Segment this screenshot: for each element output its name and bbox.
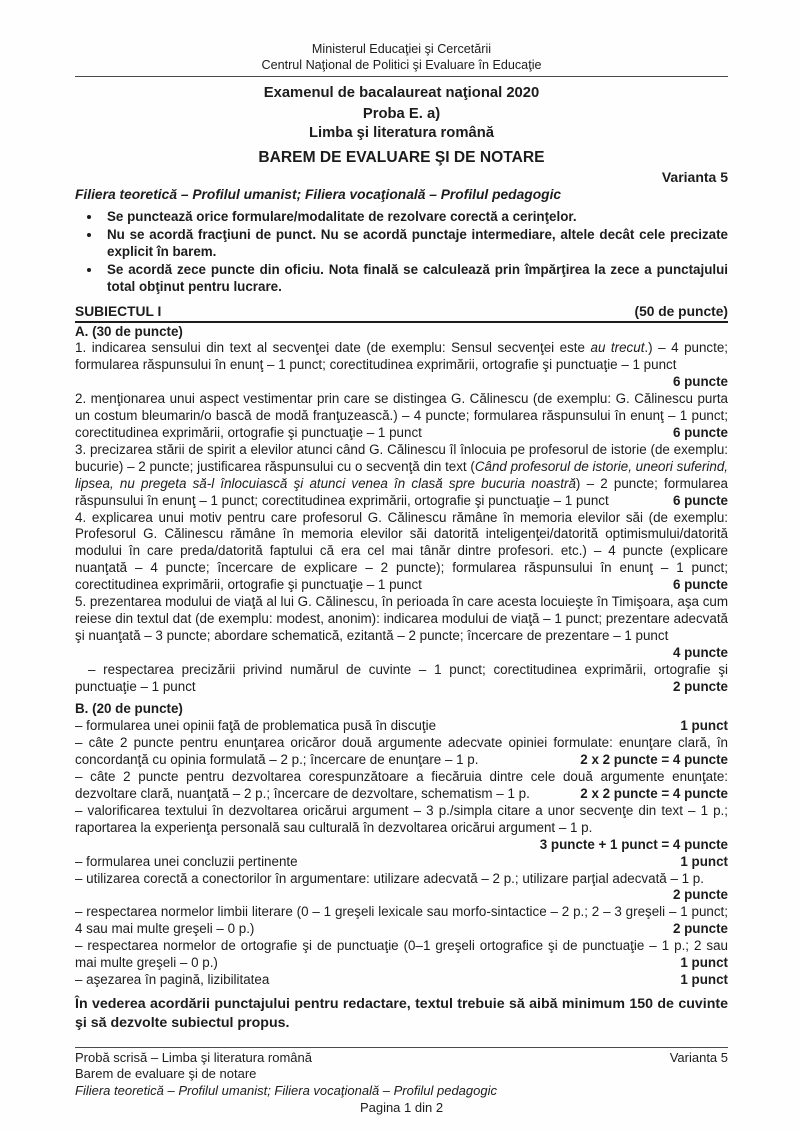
grading-item (75, 904, 728, 938)
item-text: – formularea unei opinii faţă de problematica pusă în discuţie (75, 718, 437, 734)
ministry-name: Ministerul Educaţiei şi Cercetării (311, 42, 492, 56)
grading-item (75, 854, 728, 871)
variant-label: Varianta 5 (661, 169, 728, 185)
barem-title: BAREM DE EVALUARE ŞI DE NOTARE (258, 149, 545, 166)
footer-rule (75, 1047, 728, 1048)
section-b-title: B. (20 de puncte) (75, 701, 183, 717)
filiera-line: Filiera teoretică – Profilul umanist; Filiera vocaţională – Profilul pedagogic (75, 187, 562, 202)
item-score: 1 punct (680, 853, 728, 869)
subject1-points: (50 de puncte) (634, 303, 728, 319)
item-text: – formularea unei concluzii pertinente (75, 853, 298, 869)
grading-item (75, 938, 728, 972)
rule-item: • Se acordă zece puncte din oficiu. Nota finală se calculează prin împărţirea la zece a punctajului total obţinut pentru lucrare. (102, 262, 728, 296)
general-rules-list (75, 209, 728, 296)
grading-item (75, 510, 728, 595)
item-score: 2 x 2 puncte = 4 puncte (580, 786, 728, 801)
item-score: 6 puncte (672, 492, 728, 508)
item-text: 3. precizarea stării de spirit a elevilor atunci când G. Călinescu îl înlocuia pe profesorul de istorie (de exemplu: bucurie) – 2 puncte; justificarea răspunsului cu o secvenţă din text (Când profesorul de istorie, uneori suferind, lipsea, nu pregeta să-l înlocuiască şi atunci venea în clasă spre bucuria noastră) – 2 puncte; formularea răspunsului în enunţ – 1 punct; corectitudinea exprimării, ortografie şi punctuaţie – 1 punct (75, 441, 728, 508)
grading-item (75, 391, 728, 442)
subject1-title: SUBIECTUL I (75, 303, 162, 319)
exam-subject: Limba şi literatura română (308, 125, 495, 141)
item-score: 6 puncte (672, 424, 728, 440)
grading-item (75, 803, 728, 854)
exam-proba: Proba E. a) (362, 106, 441, 122)
grading-item (75, 442, 728, 510)
grading-item (75, 594, 728, 662)
item-score: 6 puncte (672, 374, 728, 390)
item-score: 6 puncte (672, 577, 728, 593)
header-rule (75, 76, 728, 77)
item-text: 5. prezentarea modului de viaţă al lui G. Călinescu, în perioada în care acesta locuieşte în Timişoara, aşa cum reiese din textul dat (de exemplu: modest, anonim): indicarea modului de viaţă – 1 punct; prezentare adecvată şi nuanţată – 3 puncte; abordare schematică, ezitantă – 2 puncte; încercare de prezentare – 1 punct (75, 594, 728, 643)
page-number: Pagina 1 din 2 (359, 1100, 444, 1116)
item-score: 3 puncte + 1 punct = 4 puncte (539, 836, 728, 852)
grading-subitem (75, 662, 728, 696)
item-score: 2 puncte (672, 921, 728, 937)
exam-title: Examenul de bacalaureat naţional 2020 (263, 85, 540, 101)
item-text: 1. indicarea sensului din text al secvenţei date (de exemplu: Sensul secvenţei este au trecut.) – 4 puncte; formularea răspunsului în enunţ – 1 punct; corectitudinea exprimării, ortografie şi punctuaţie – 1 punct (75, 340, 728, 373)
rule-item: • Se punctează orice formulare/modalitate de rezolvare corectă a cerinţelor. (102, 209, 728, 226)
item-score: 2 puncte (672, 887, 728, 903)
footer-barem: Barem de evaluare şi de notare (75, 1066, 257, 1082)
item-text: – valorificarea textului în dezvoltarea oricărui argument – 3 p./simpla citare a unor secvenţe din text – 1 p.; raportarea la experienţa personală sau culturală în dezvoltarea oricărui argument – 1 p. (75, 802, 728, 835)
grading-item (75, 769, 728, 803)
item-score: 4 puncte (672, 644, 728, 660)
rule-item: • Nu se acordă fracţiuni de punct. Nu se acordă punctaje intermediare, altele decât cele precizate explicit în barem. (102, 227, 728, 261)
redaction-note: În vederea acordării punctajului pentru redactare, textul trebuie să aibă minimum 150 de cuvinte şi să dezvolte subiectul propus. (75, 995, 728, 1031)
item-text: – aşezarea în pagină, lizibilitatea (75, 971, 270, 987)
item-score: 1 punct (680, 971, 728, 987)
section-a-title: A. (30 de puncte) (75, 323, 183, 339)
footer-variant: Varianta 5 (669, 1049, 728, 1065)
grading-item (75, 718, 728, 735)
grading-item (75, 871, 728, 905)
item-text: – câte 2 puncte pentru enunţarea oricăror două argumente adecvate opiniei formulate: enunţare clară, în concordanţă cu opinia formulată – 2 p.; încercare de enunţare – 1 p. (75, 735, 728, 768)
item-score: 2 x 2 puncte = 4 puncte (580, 752, 728, 768)
footer-filiera: Filiera teoretică – Profilul umanist; Filiera vocaţională – Profilul pedagogic (75, 1083, 497, 1099)
footer-proba: Probă scrisă – Limba şi literatura română (75, 1049, 312, 1065)
grading-item (75, 340, 728, 391)
item-text: 4. explicarea unui motiv pentru care profesorul G. Călinescu rămâne în memoria elevilor săi (de exemplu: Profesorul G. Călinescu rămâne în memoria elevilor săi datorită inteligenţei/datorită optimismului/datorită modului în care preda/datorită faptului că era cel mai tânăr dintre profesori. etc.) – 4 puncte (explicare nuanţată – 4 puncte; încercare de explicare – 2 puncte); formularea răspunsului în enunţ – 1 punct; corectitudinea exprimării, ortografie şi punctuaţie – 1 punct (75, 509, 728, 593)
item-text: – utilizarea corectă a conectorilor în argumentare: utilizare adecvată – 2 p.; utilizare parţial adecvată – 1 p. (75, 870, 704, 886)
center-name: Centrul Naţional de Politici şi Evaluare în Educaţie (261, 57, 542, 72)
item-text: – respectarea normelor limbii literare (0 – 1 greşeli lexicale sau morfo-sintactice – 2 p.; 2 – 3 greşeli – 1 punct; 4 sau mai multe greşeli – 0 p.) (75, 904, 728, 937)
grading-item (75, 735, 728, 769)
item-score: 1 punct (680, 955, 728, 971)
page-footer (75, 1050, 728, 1117)
item-text: – câte 2 puncte pentru dezvoltarea corespunzătoare a fiecăruia dintre cele două argumente enunţate: dezvoltare clară, nuanţată – 2 p.; încercare de dezvoltare, schematism – 1 p. (75, 769, 728, 801)
item-text: 2. menţionarea unui aspect vestimentar prin care se distingea G. Călinescu (de exemplu: G. Călinescu purta un costum bleumarin/o bască de modă franţuzească.) – 4 puncte; formularea răspunsului în enunţ – 1 punct; corectitudinea exprimării, ortografie şi punctuaţie – 1 punct (75, 391, 728, 440)
item-text: – respectarea normelor de ortografie şi de punctuaţie (0–1 greşeli ortografice şi de punctuaţie – 1 p.; 2 sau mai multe greşeli – 0 p.) (75, 938, 728, 971)
item-score: 2 puncte (672, 678, 728, 694)
item-score: 1 punct (680, 718, 728, 734)
item-text: – respectarea precizării privind numărul de cuvinte – 1 punct; corectitudinea exprimării, ortografie şi punctuaţie – 1 punct (75, 661, 728, 694)
subject1-header (75, 303, 728, 323)
grading-item (75, 972, 728, 989)
